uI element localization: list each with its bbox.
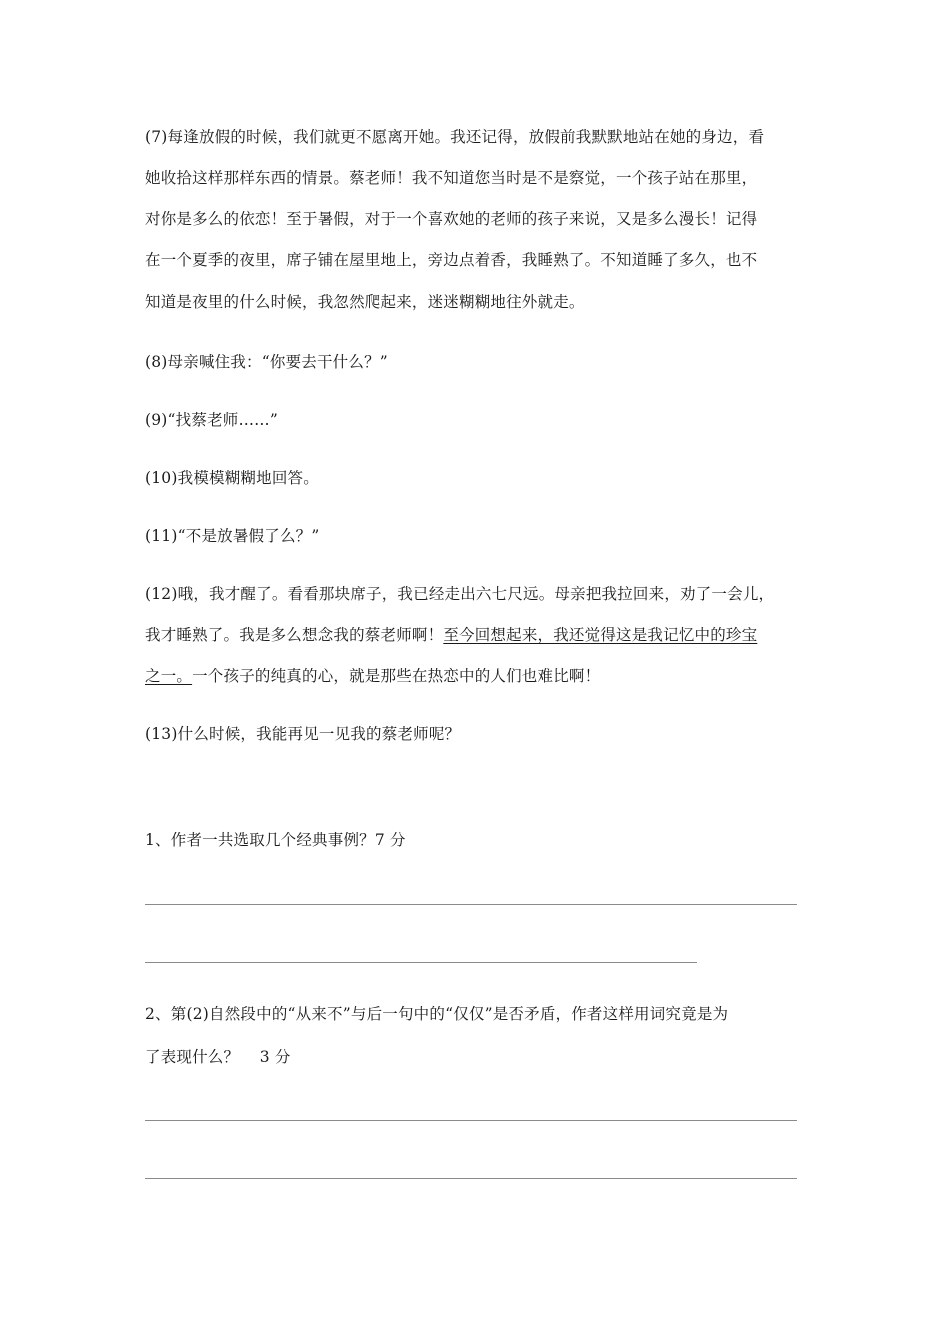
paragraph-12-line-2: [145, 623, 757, 647]
paragraph-7-line-4: 在一个夏季的夜里，席子铺在屋里地上，旁边点着香，我睡熟了。不知道睡了多久，也不: [145, 251, 758, 269]
paragraph-9: (9)“找蔡老师……”: [145, 411, 279, 429]
paragraph-7-line-2: 她收拾这样那样东西的情景。蔡老师！我不知道您当时是不是察觉，一个孩子站在那里，: [145, 169, 758, 187]
answer-line-1b: [145, 962, 697, 963]
paragraph-12-line-1: (12)哦，我才醒了。看看那块席子，我已经走出六七尺远。母亲把我拉回来，劝了一会儿，: [145, 585, 775, 603]
paragraph-12-line-2-plain: 我才睡熟了。我是多么想念我的蔡老师啊！: [145, 626, 444, 644]
question-2-line-2: 了表现什么？ 3 分: [145, 1048, 291, 1066]
underlined-sentence-part-2: 之一。: [145, 667, 193, 685]
paragraph-8: (8)母亲喊住我：“你要去干什么？”: [145, 353, 388, 371]
paragraph-12-line-3-plain: 一个孩子的纯真的心，就是那些在热恋中的人们也难比啊！: [192, 667, 601, 685]
question-1: 1、作者一共选取几个经典事例？7 分: [145, 831, 406, 849]
underlined-sentence-part-1: 至今回想起来，我还觉得这是我记忆中的珍宝: [443, 626, 758, 644]
answer-line-2a: [145, 1120, 797, 1121]
question-2-line-1: 2、第(2)自然段中的“从来不”与后一句中的“仅仅”是否矛盾，作者这样用词究竟是为: [145, 1005, 729, 1023]
paragraph-10: (10)我模模糊糊地回答。: [145, 469, 319, 487]
paragraph-12-line-3: [145, 664, 600, 688]
paragraph-7-line-3: 对你是多么的依恋！至于暑假，对于一个喜欢她的老师的孩子来说，又是多么漫长！记得: [145, 210, 758, 228]
paragraph-13: (13)什么时候，我能再见一见我的蔡老师呢？: [145, 725, 461, 743]
answer-line-1a: [145, 904, 797, 905]
answer-line-2b: [145, 1178, 797, 1179]
paragraph-7-line-1: (7)每逢放假的时候，我们就更不愿离开她。我还记得，放假前我默默地站在她的身边，看: [145, 128, 765, 146]
paragraph-7-line-5: 知道是夜里的什么时候，我忽然爬起来，迷迷糊糊地往外就走。: [145, 293, 585, 311]
paragraph-11: (11)“不是放暑假了么？”: [145, 527, 320, 545]
